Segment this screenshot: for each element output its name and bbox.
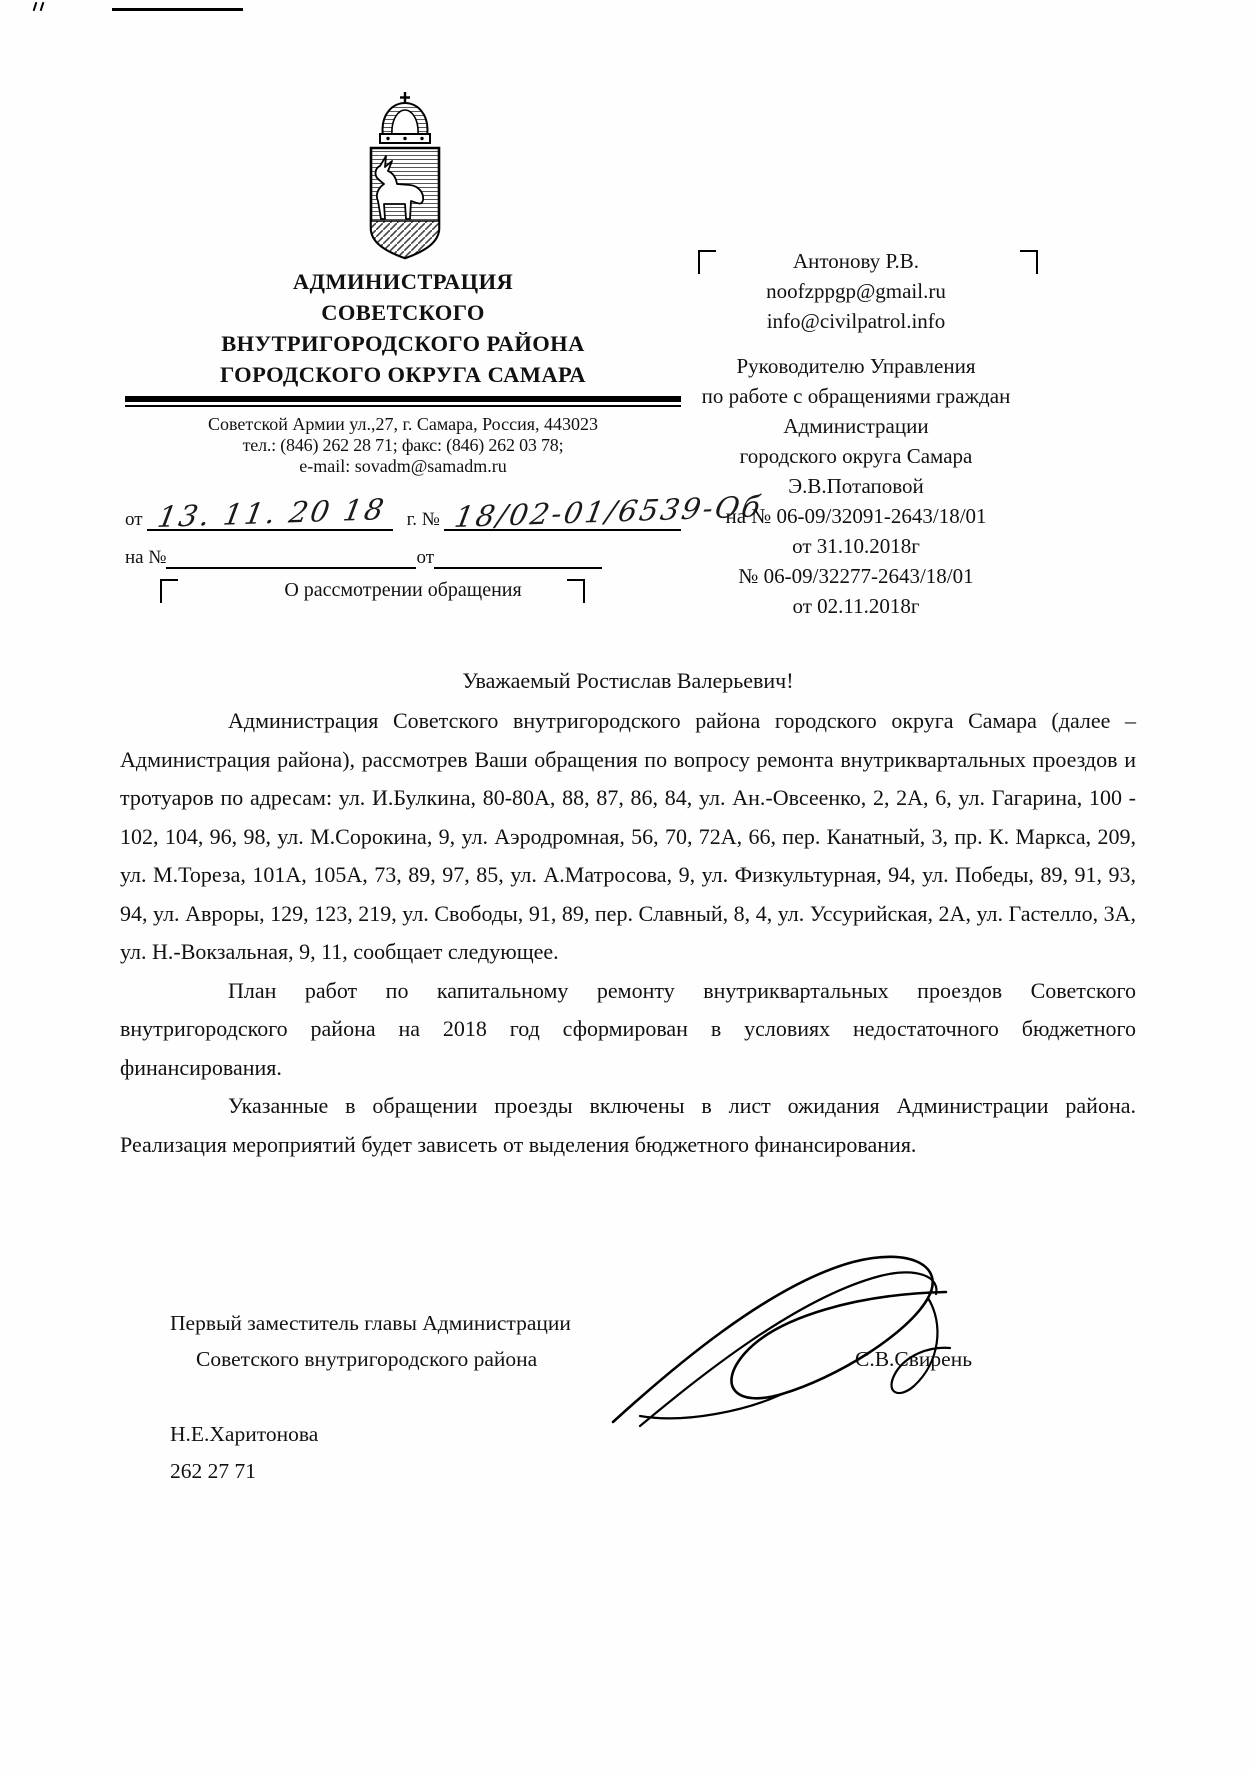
org-name-line: ВНУТРИГОРОДСКОГО РАЙОНА: [221, 331, 585, 356]
ref-field: [166, 567, 416, 569]
signer-name: С.В.Свирень: [855, 1347, 973, 1371]
org-name-line: АДМИНИСТРАЦИЯ: [292, 269, 514, 294]
recipient-line: по работе с обращениями граждан: [701, 384, 1011, 408]
divider-thick: [125, 396, 681, 402]
recipient-line: Администрации: [783, 414, 929, 438]
ref-label: на №: [125, 547, 167, 568]
subject-row: [125, 571, 681, 611]
signer-position-line1: Первый заместитель главы Администрации: [170, 1311, 571, 1335]
date-label: от: [125, 509, 143, 530]
handwritten-date: 13. 11. 20 18: [154, 492, 389, 534]
handwritten-number: 18/02-01/6539-Об: [451, 489, 766, 534]
recipient-line: городского округа Самара: [739, 444, 973, 468]
org-name: [125, 266, 681, 390]
ref-from-label: от: [416, 547, 435, 568]
body-paragraph: Указанные в обращении проезды включены в лист ожидания Администрации района. Реализация мероприятий будет зависеть от выделения бюджетного финансирования.: [120, 1093, 1136, 1157]
recipient-ref-line: от 31.10.2018г: [792, 534, 920, 558]
signature-scribble-icon: [598, 1250, 988, 1430]
addressee-block: [640, 244, 1072, 621]
scan-artifact-line: [112, 8, 243, 11]
addressee-email: noofzppgp@gmail.ru: [766, 279, 946, 303]
corner-bracket-left-icon: [160, 579, 178, 603]
org-name-line: ГОРОДСКОГО ОКРУГА САМАРА: [220, 362, 586, 387]
addressee-name: Антонову Р.В.: [792, 249, 920, 273]
corner-bracket-right-icon: [567, 579, 585, 603]
ref-from-field: [434, 567, 602, 569]
letterhead: [125, 266, 766, 611]
recipient-block: [640, 351, 1072, 621]
scan-artifact-tick: [33, 2, 38, 11]
recipient-line: Руководителю Управления: [736, 354, 976, 378]
recipient-ref-line: № 06-09/32277-2643/18/01: [738, 564, 974, 588]
samara-coat-of-arms-icon: [355, 90, 455, 262]
org-email: e-mail: sovadm@samadm.ru: [299, 456, 507, 476]
outgoing-ref-row: [125, 489, 766, 534]
addressee-email: info@civilpatrol.info: [766, 309, 946, 333]
salutation: Уважаемый Ростислав Валерьевич!: [462, 668, 794, 693]
recipient-ref-line: на № 06-09/32091-2643/18/01: [725, 504, 987, 528]
corner-bracket-left-icon: [698, 250, 716, 274]
recipient-ref-line: от 02.11.2018г: [792, 594, 920, 618]
org-phone-fax: тел.: (846) 262 28 71; факс: (846) 262 03 78;: [242, 435, 564, 455]
recipient-line: Э.В.Потаповой: [788, 474, 924, 498]
body-paragraph: План работ по капитальному ремонту внутриквартальных проездов Советского внутригородского района на 2018 год сформирован в условиях недостаточного бюджетного финансирования.: [120, 977, 1136, 1080]
org-address: Советской Армии ул.,27, г. Самара, Россия, 443023: [208, 414, 598, 434]
date-field: [147, 492, 393, 534]
executor-name: Н.Е.Харитонова: [170, 1422, 319, 1446]
scan-artifact-tick: [40, 2, 45, 11]
org-contacts: [125, 414, 681, 477]
executor-phone: 262 27 71: [170, 1459, 256, 1483]
subject-line: О рассмотрении обращения: [284, 579, 522, 601]
corner-bracket-right-icon: [1020, 250, 1038, 274]
org-name-line: СОВЕТСКОГО: [321, 300, 485, 325]
incoming-ref-row: [125, 543, 681, 569]
signer-position-line2: Советского внутригородского района: [196, 1347, 538, 1371]
divider-thin: [125, 405, 681, 407]
body-paragraph: Администрация Советского внутригородского района городского округа Самара (далее – Администрация района), рассмотрев Ваши обращения по вопросу ремонта внутриквартальных проездов и тротуаров по адресам: ул. И.Булкина, 80-80А, 88, 87, 86, 84, ул. Ан.-Овсеенко, 2, 2А, 6, ул. Гагарина, 100 - 102, 104, 96, 98, ул. М.Сорокина, 9, ул. Аэродромная, 56, 70, 72А, 66, пер. Канатный, 3, пр. К. Маркса, 209, ул. М.Тореза, 101А, 105А, 73, 89, 97, 85, ул. А.Матросова, 9, ул. Физкультурная, 94, ул. Победы, 89, 91, 93, 94, ул. Авроры, 129, 123, 219, ул. Свободы, 91, 89, пер. Славный, 8, 4, ул. Уссурийская, 2А, ул. Гастелло, 3А, ул. Н.-Вокзальная, 9, 11, сообщает следующее.: [120, 708, 1136, 964]
letter-body: [120, 702, 1136, 1164]
number-label: г. №: [406, 509, 440, 530]
